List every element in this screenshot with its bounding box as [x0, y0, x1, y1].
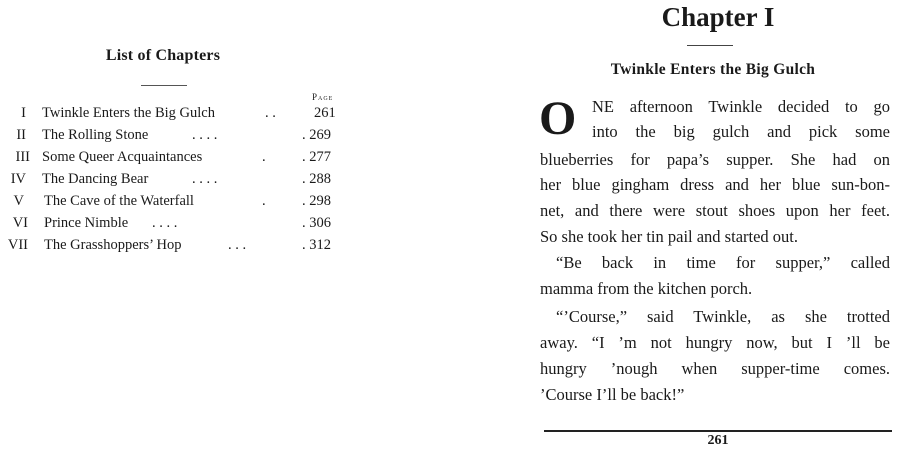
- text-line: NE afternoon Twinkle decided to go: [592, 97, 890, 116]
- chapter-page: 261: [314, 105, 336, 121]
- chapter-subtitle: Twinkle Enters the Big Gulch: [610, 61, 816, 78]
- toc-divider: [141, 85, 187, 86]
- leader-dots: . . . .: [192, 127, 218, 143]
- leader-dots: .: [262, 149, 266, 165]
- toc-page: [0, 0, 360, 453]
- chapter-page: . 312: [302, 237, 331, 253]
- chapter-page: . 306: [302, 215, 331, 231]
- chapter-number: V: [13, 193, 24, 209]
- text-line: So she took her tin pail and started out.: [540, 227, 798, 246]
- text-line: “’Course,” said Twinkle, as she trotted: [556, 307, 890, 326]
- leader-dots: . . .: [228, 237, 247, 253]
- chapter-number: I: [21, 105, 26, 121]
- text-line: into the big gulch and pick some: [592, 122, 890, 141]
- toc-title: List of Chapters: [105, 47, 221, 64]
- text-line: away. “I ’m not hungry now, but I ’ll be: [540, 333, 890, 352]
- toc-entry: [0, 127, 360, 149]
- chapter-page: . 288: [302, 171, 331, 187]
- text-line: mamma from the kitchen porch.: [540, 279, 753, 298]
- chapter-title: The Rolling Stone: [42, 127, 149, 143]
- chapter-title: Twinkle Enters the Big Gulch: [42, 105, 215, 121]
- toc-entry: [0, 171, 360, 193]
- text-line: her blue gingham dress and her blue sun-bon-: [540, 175, 890, 194]
- toc-entry: [0, 237, 360, 259]
- footer-rule: [544, 430, 892, 432]
- page-number: 261: [707, 433, 729, 448]
- chapter-divider: [687, 45, 733, 46]
- chapter-heading: Chapter I: [661, 2, 775, 32]
- chapter-page: . 298: [302, 193, 331, 209]
- chapter-title: Some Queer Acquaintances: [42, 149, 203, 165]
- chapter-title: The Dancing Bear: [42, 171, 149, 187]
- chapter-page: [530, 0, 906, 453]
- toc-entry: [0, 215, 360, 237]
- chapter-number: II: [16, 127, 26, 143]
- text-line: “Be back in time for supper,” called: [556, 253, 890, 272]
- toc-entry: [0, 105, 360, 127]
- toc-entry: [0, 149, 360, 171]
- drop-cap: O: [539, 92, 577, 145]
- text-line: net, and there were stout shoes upon her feet.: [540, 201, 890, 220]
- chapter-title: The Grasshoppers’ Hop: [44, 237, 182, 253]
- text-line: hungry ’nough when supper-time comes.: [540, 359, 890, 378]
- chapter-title: The Cave of the Waterfall: [44, 193, 194, 209]
- chapter-number: IV: [10, 171, 26, 187]
- text-line: blueberries for papa’s supper. She had on: [540, 150, 890, 169]
- page-column-label: Page: [312, 92, 334, 102]
- toc-entry: [0, 193, 360, 215]
- chapter-title: Prince Nimble: [44, 215, 129, 231]
- chapter-page: . 269: [302, 127, 331, 143]
- leader-dots: . . . .: [192, 171, 218, 187]
- leader-dots: . . . .: [152, 215, 178, 231]
- leader-dots: . .: [265, 105, 276, 121]
- chapter-number: VII: [7, 237, 28, 253]
- text-line: ’Course I’ll be back!”: [540, 385, 685, 404]
- leader-dots: .: [262, 193, 266, 209]
- chapter-number: III: [15, 149, 30, 165]
- chapter-page: . 277: [302, 149, 331, 165]
- chapter-number: VI: [12, 215, 28, 231]
